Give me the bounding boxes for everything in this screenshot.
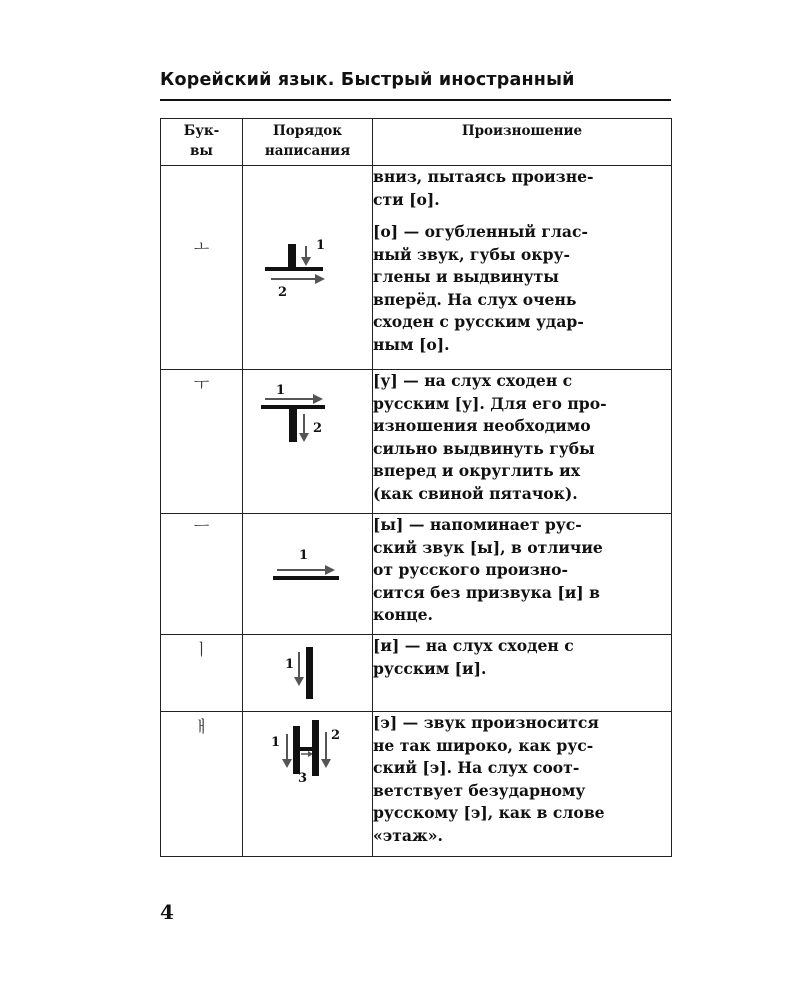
page-number: 4	[160, 900, 174, 924]
stroke-vertical-right	[312, 720, 319, 776]
stroke-label: 1	[285, 657, 295, 672]
stroke-vertical	[306, 647, 313, 699]
pronunciation-text: вниз, пытаясь произне- сти [о].	[373, 167, 594, 209]
stroke-order-cell	[243, 514, 373, 635]
stroke-order-o-diagram	[243, 166, 373, 369]
pronunciation-text: [у] — на слух сходен с русским [у]. Для его про- изношения необходимо сильно выдвинуть губы вперед и округлить их (как свиной пятачок).	[373, 371, 607, 503]
header-stroke-order: Порядок написания	[243, 119, 373, 166]
stroke-horizontal	[265, 267, 323, 271]
table-row	[161, 370, 672, 514]
letter-cell	[161, 370, 243, 514]
stroke-arrow-down	[294, 677, 304, 686]
stroke-label: 1	[271, 735, 281, 750]
stroke-order-cell	[243, 370, 373, 514]
header-letters: Бук- вы	[161, 119, 243, 166]
pronunciation-text: [ы] — напоминает рус- ский звук [ы], в отличие от русского произно- сится без призвука [и] в конце.	[373, 515, 603, 624]
stroke-arrow-down	[321, 759, 331, 768]
pronunciation-text: [о] — огубленный глас- ный звук, губы окру- глены и выдвинуты вперёд. На слух очень сходен с русским удар- ным [о].	[373, 222, 588, 354]
stroke-arrow-down	[301, 257, 311, 266]
vowel-table	[160, 118, 672, 857]
table-row	[161, 514, 672, 635]
table-row	[161, 635, 672, 712]
table-row	[161, 712, 672, 857]
running-head: Корейский язык. Быстрый иностранный	[160, 70, 575, 90]
stroke-connector	[299, 747, 313, 751]
letter-u: ㅜ	[193, 375, 210, 394]
table-header-row	[161, 119, 672, 166]
stroke-arrow-right	[315, 274, 325, 284]
stroke-order-cell	[243, 712, 373, 857]
stroke-order-cell	[243, 635, 373, 712]
stroke-arrow-right	[325, 565, 335, 575]
stroke-label: 2	[278, 285, 288, 300]
pronunciation-text: [э] — звук произносится не так широко, как рус- ский [э]. На слух соот- ветствует безударному русскому [э], как в слове «этаж».	[373, 713, 605, 845]
letter-cell	[161, 166, 243, 370]
stroke-label: 1	[299, 548, 309, 563]
header-pronunciation: Произношение	[373, 119, 672, 166]
letter-i: ㅣ	[193, 640, 210, 659]
running-head-rule	[160, 99, 671, 101]
stroke-label: 1	[276, 383, 286, 398]
stroke-vertical	[289, 408, 297, 442]
stroke-arrow-right	[313, 394, 323, 404]
table-row	[161, 166, 672, 370]
pronunciation-text: [и] — на слух сходен с русским [и].	[373, 636, 574, 678]
stroke-arrow-down	[282, 759, 292, 768]
stroke-order-cell	[243, 166, 373, 370]
stroke-label: 2	[313, 421, 323, 436]
pronunciation-cell	[373, 370, 672, 514]
stroke-vertical-left	[293, 726, 300, 774]
stroke-order-ae-diagram	[243, 712, 373, 856]
pronunciation-cell	[373, 712, 672, 857]
stroke-label: 2	[331, 728, 341, 743]
pronunciation-cell	[373, 635, 672, 712]
letter-o: ㅗ	[193, 237, 210, 256]
stroke-label: 3	[298, 771, 308, 786]
letter-eu: ㅡ	[193, 517, 210, 536]
stroke-order-u-diagram	[243, 370, 373, 513]
letter-cell	[161, 712, 243, 857]
letter-cell	[161, 514, 243, 635]
stroke-order-eu-diagram	[243, 514, 373, 634]
pronunciation-cell	[373, 166, 672, 370]
stroke-horizontal	[273, 576, 339, 580]
pronunciation-cell	[373, 514, 672, 635]
stroke-label: 1	[316, 238, 326, 253]
stroke-arrow-down	[299, 433, 309, 442]
letter-cell	[161, 635, 243, 712]
letter-ae: ㅐ	[193, 717, 210, 736]
stroke-order-i-diagram	[243, 635, 373, 711]
stroke-vertical	[288, 244, 296, 270]
